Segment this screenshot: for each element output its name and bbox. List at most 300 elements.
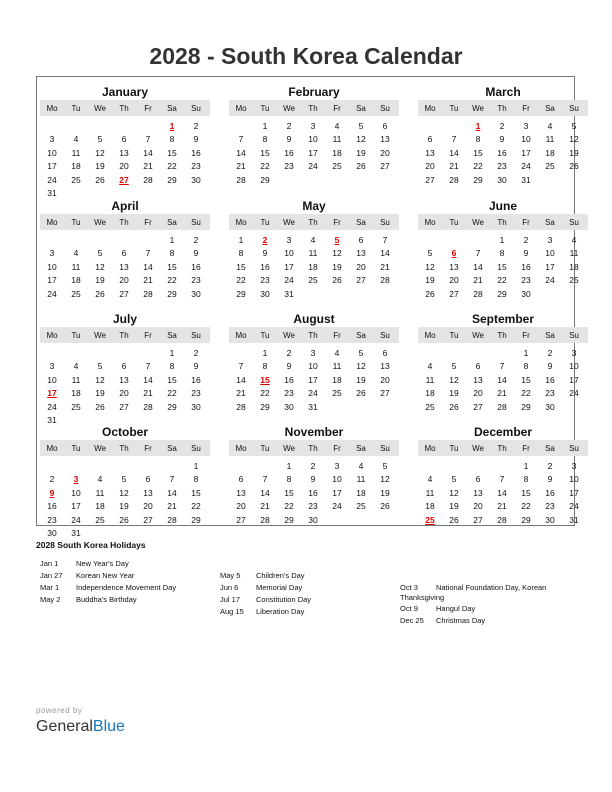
day-cell: 10 (47, 147, 57, 158)
day-cell: 4 (97, 474, 103, 485)
weekday-label: Th (308, 218, 318, 227)
day-cell: 13 (119, 261, 129, 272)
day-cell: 9 (193, 134, 199, 145)
holiday-name: Buddha's Birthday (76, 595, 137, 604)
day-cell: 12 (95, 261, 105, 272)
holiday-day-cell: 5 (334, 235, 340, 245)
month-name: May (302, 199, 326, 213)
day-cell: 1 (262, 121, 268, 131)
day-cell: 29 (497, 288, 507, 299)
day-cell: 8 (169, 361, 175, 372)
calendar-grid (36, 76, 579, 538)
weekday-label: Fr (144, 444, 152, 453)
weekday-label: We (94, 104, 106, 113)
day-cell: 28 (473, 288, 483, 299)
day-cell: 27 (380, 161, 390, 172)
day-cell: 4 (73, 134, 79, 145)
day-cell: 4 (571, 235, 577, 245)
weekday-label: Su (191, 444, 201, 453)
weekday-label: Su (191, 218, 201, 227)
day-cell: 15 (473, 147, 483, 158)
day-cell: 27 (119, 401, 129, 412)
weekday-label: We (283, 104, 295, 113)
day-cell: 21 (236, 388, 246, 399)
weekday-header (418, 214, 588, 230)
day-cell: 23 (191, 388, 201, 399)
day-cell: 1 (262, 348, 268, 358)
day-cell: 23 (191, 275, 201, 286)
weekday-label: Su (191, 331, 201, 340)
day-cell: 27 (473, 514, 483, 525)
day-cell: 1 (499, 235, 505, 245)
day-cell: 16 (284, 374, 294, 385)
day-cell: 7 (145, 134, 151, 145)
day-cell: 15 (236, 261, 246, 272)
day-cell: 30 (521, 288, 531, 299)
day-cell: 29 (167, 288, 177, 299)
day-cell: 10 (284, 248, 294, 259)
day-cell: 28 (143, 401, 153, 412)
day-cell: 16 (260, 261, 270, 272)
day-cell: 26 (332, 275, 342, 286)
day-cell: 29 (260, 174, 270, 185)
day-cell: 23 (521, 275, 531, 286)
day-cell: 12 (425, 261, 435, 272)
weekday-label: Su (380, 218, 390, 227)
weekday-label: Sa (167, 331, 177, 340)
day-cell: 6 (358, 235, 364, 245)
day-cell: 6 (121, 248, 127, 259)
day-cell: 27 (449, 288, 459, 299)
day-cell: 15 (497, 261, 507, 272)
month-august (229, 306, 399, 416)
day-cell: 5 (97, 248, 103, 259)
day-cell: 31 (569, 514, 579, 525)
day-cell: 24 (47, 401, 57, 412)
day-cell: 5 (571, 121, 577, 131)
holiday-day-cell: 1 (169, 121, 175, 131)
day-cell: 5 (358, 348, 364, 358)
day-cell: 19 (95, 161, 105, 172)
day-cell: 3 (49, 248, 55, 259)
holiday-name: Liberation Day (256, 607, 305, 616)
day-cell: 16 (191, 261, 201, 272)
day-cell: 20 (380, 147, 390, 158)
day-cell: 9 (523, 248, 529, 259)
day-cell: 22 (167, 275, 177, 286)
weekday-label: Sa (356, 331, 366, 340)
day-cell: 29 (284, 514, 294, 525)
day-cell: 17 (332, 487, 342, 498)
weekday-label: We (283, 331, 295, 340)
day-cell: 5 (97, 134, 103, 145)
day-cell: 22 (521, 501, 531, 512)
day-cell: 13 (356, 248, 366, 259)
day-cell: 22 (260, 161, 270, 172)
day-cell: 19 (449, 388, 459, 399)
day-cell: 25 (332, 161, 342, 172)
day-cell: 26 (95, 288, 105, 299)
day-cell: 22 (260, 388, 270, 399)
powered-by-text: powered by (36, 706, 83, 715)
day-cell: 30 (191, 401, 201, 412)
weekday-label: Th (308, 331, 318, 340)
holiday-date: Jun 6 (220, 583, 239, 592)
weekday-label: Mo (235, 218, 247, 227)
day-cell: 24 (308, 161, 318, 172)
day-cell: 12 (356, 361, 366, 372)
day-cell: 16 (545, 487, 555, 498)
day-cell: 8 (499, 248, 505, 259)
day-cell: 11 (308, 248, 318, 259)
month-name: October (101, 425, 148, 439)
weekday-label: Th (497, 444, 507, 453)
day-cell: 13 (425, 147, 435, 158)
day-cell: 5 (97, 361, 103, 372)
day-cell: 30 (308, 514, 318, 525)
day-cell: 28 (449, 174, 459, 185)
day-cell: 28 (380, 275, 390, 286)
month-november (229, 419, 399, 529)
day-cell: 8 (262, 134, 268, 145)
day-cell: 7 (238, 134, 244, 145)
day-cell: 7 (451, 134, 457, 145)
holiday-day-cell: 25 (425, 514, 435, 525)
day-cell: 22 (236, 275, 246, 286)
day-cell: 12 (449, 487, 459, 498)
day-cell: 3 (523, 121, 529, 131)
day-cell: 30 (545, 401, 555, 412)
day-cell: 14 (236, 147, 246, 158)
weekday-label: Mo (46, 218, 58, 227)
day-cell: 20 (473, 501, 483, 512)
month-name: January (101, 85, 149, 99)
day-cell: 7 (262, 474, 268, 485)
weekday-label: Mo (46, 104, 58, 113)
day-cell: 16 (284, 147, 294, 158)
weekday-label: Sa (545, 218, 555, 227)
day-cell: 3 (571, 348, 577, 358)
weekday-label: Mo (424, 331, 436, 340)
day-cell: 4 (427, 474, 433, 485)
day-cell: 17 (284, 261, 294, 272)
month-name: June (488, 199, 517, 213)
day-cell: 14 (473, 261, 483, 272)
day-cell: 8 (169, 134, 175, 145)
day-cell: 7 (169, 474, 175, 485)
day-cell: 23 (497, 161, 507, 172)
day-cell: 27 (236, 514, 246, 525)
day-cell: 25 (71, 401, 81, 412)
day-cell: 7 (238, 361, 244, 372)
day-cell: 3 (334, 461, 340, 471)
day-cell: 18 (356, 487, 366, 498)
day-cell: 5 (427, 248, 433, 259)
day-cell: 20 (119, 275, 129, 286)
day-cell: 13 (119, 374, 129, 385)
day-cell: 26 (356, 388, 366, 399)
day-cell: 22 (473, 161, 483, 172)
weekday-label: We (472, 444, 484, 453)
day-cell: 8 (169, 248, 175, 259)
weekday-label: Sa (167, 218, 177, 227)
holiday-day-cell: 15 (260, 374, 270, 385)
day-cell: 12 (380, 474, 390, 485)
holiday-name: National Foundation Day, Korean (436, 583, 547, 592)
day-cell: 6 (121, 134, 127, 145)
day-cell: 10 (47, 261, 57, 272)
day-cell: 24 (569, 388, 579, 399)
day-cell: 18 (308, 261, 318, 272)
holiday-day-cell: 6 (451, 248, 457, 259)
holiday-date: May 2 (40, 595, 61, 604)
weekday-header (229, 327, 399, 343)
weekday-label: We (283, 218, 295, 227)
day-cell: 30 (545, 514, 555, 525)
day-cell: 22 (167, 161, 177, 172)
holiday-name-continued: Thanksgiving (400, 593, 445, 602)
day-cell: 25 (95, 514, 105, 525)
month-september (418, 306, 588, 416)
day-cell: 28 (260, 514, 270, 525)
day-cell: 3 (49, 134, 55, 145)
day-cell: 10 (332, 474, 342, 485)
holiday-name: Constitution Day (256, 595, 312, 604)
day-cell: 11 (356, 474, 366, 485)
month-name: December (473, 425, 533, 439)
day-cell: 20 (119, 161, 129, 172)
holiday-date: May 5 (220, 571, 241, 580)
weekday-label: Mo (46, 331, 58, 340)
weekday-label: Fr (144, 104, 152, 113)
brand-blue: Blue (92, 718, 125, 735)
day-cell: 31 (284, 288, 294, 299)
day-cell: 26 (380, 501, 390, 512)
day-cell: 29 (167, 174, 177, 185)
weekday-label: We (283, 444, 295, 453)
day-cell: 23 (284, 388, 294, 399)
holiday-day-cell: 1 (475, 121, 481, 131)
day-cell: 1 (238, 235, 244, 245)
day-cell: 30 (497, 174, 507, 185)
day-cell: 13 (143, 487, 153, 498)
day-cell: 12 (449, 374, 459, 385)
month-name: February (288, 85, 340, 99)
day-cell: 8 (475, 134, 481, 145)
day-cell: 8 (523, 474, 529, 485)
weekday-label: We (472, 218, 484, 227)
day-cell: 25 (332, 388, 342, 399)
day-cell: 21 (497, 388, 507, 399)
day-cell: 26 (569, 161, 579, 172)
weekday-label: Sa (356, 444, 366, 453)
weekday-label: Fr (333, 331, 341, 340)
day-cell: 9 (193, 248, 199, 259)
day-cell: 23 (47, 514, 57, 525)
holiday-day-cell: 9 (49, 487, 55, 498)
day-cell: 18 (332, 374, 342, 385)
day-cell: 27 (356, 275, 366, 286)
day-cell: 14 (167, 487, 177, 498)
day-cell: 20 (356, 261, 366, 272)
day-cell: 15 (167, 147, 177, 158)
day-cell: 10 (308, 361, 318, 372)
day-cell: 13 (449, 261, 459, 272)
day-cell: 23 (545, 501, 555, 512)
day-cell: 24 (71, 514, 81, 525)
day-cell: 14 (143, 261, 153, 272)
month-name: April (111, 199, 139, 213)
brand-general: General (36, 718, 93, 735)
day-cell: 27 (380, 388, 390, 399)
day-cell: 30 (260, 288, 270, 299)
day-cell: 25 (71, 174, 81, 185)
holiday-day-cell: 17 (47, 388, 57, 399)
generalblue-logo[interactable] (36, 718, 125, 736)
day-cell: 24 (47, 288, 57, 299)
weekday-label: Su (569, 104, 579, 113)
weekday-label: Mo (424, 444, 436, 453)
day-cell: 8 (523, 361, 529, 372)
day-cell: 12 (569, 134, 579, 145)
holiday-date: Jan 1 (40, 559, 59, 568)
day-cell: 3 (571, 461, 577, 471)
weekday-label: Tu (260, 331, 270, 340)
day-cell: 28 (236, 401, 246, 412)
day-cell: 22 (284, 501, 294, 512)
holiday-name: Children's Day (256, 571, 305, 580)
day-cell: 1 (523, 348, 529, 358)
day-cell: 22 (167, 388, 177, 399)
day-cell: 17 (71, 501, 81, 512)
weekday-label: Mo (424, 218, 436, 227)
day-cell: 2 (547, 461, 553, 471)
day-cell: 1 (193, 461, 199, 471)
day-cell: 16 (47, 501, 57, 512)
day-cell: 9 (499, 134, 505, 145)
holiday-date: Aug 15 (220, 607, 244, 616)
weekday-label: Th (119, 104, 129, 113)
month-june (418, 193, 588, 303)
day-cell: 18 (71, 161, 81, 172)
day-cell: 22 (521, 388, 531, 399)
day-cell: 4 (427, 361, 433, 372)
day-cell: 21 (260, 501, 270, 512)
day-cell: 24 (545, 275, 555, 286)
month-name: July (112, 312, 137, 326)
day-cell: 2 (286, 348, 292, 358)
day-cell: 16 (191, 147, 201, 158)
day-cell: 27 (143, 514, 153, 525)
day-cell: 20 (449, 275, 459, 286)
day-cell: 8 (262, 361, 268, 372)
day-cell: 12 (332, 248, 342, 259)
holiday-name: Christmas Day (436, 616, 486, 625)
day-cell: 6 (382, 121, 388, 131)
weekday-label: Tu (71, 218, 81, 227)
holiday-day-cell: 3 (73, 474, 79, 485)
holiday-day-cell: 2 (262, 235, 268, 245)
day-cell: 15 (284, 487, 294, 498)
day-cell: 29 (236, 288, 246, 299)
day-cell: 20 (380, 374, 390, 385)
day-cell: 2 (49, 474, 55, 485)
day-cell: 31 (308, 401, 318, 412)
day-cell: 19 (119, 501, 129, 512)
weekday-label: Th (119, 444, 129, 453)
holiday-name: Independence Movement Day (76, 583, 177, 592)
day-cell: 16 (521, 261, 531, 272)
day-cell: 22 (497, 275, 507, 286)
day-cell: 14 (236, 374, 246, 385)
day-cell: 4 (73, 361, 79, 372)
day-cell: 16 (545, 374, 555, 385)
day-cell: 25 (569, 275, 579, 286)
day-cell: 23 (545, 388, 555, 399)
day-cell: 19 (95, 275, 105, 286)
weekday-label: Mo (424, 104, 436, 113)
day-cell: 18 (71, 388, 81, 399)
day-cell: 6 (475, 361, 481, 372)
holiday-row (400, 603, 476, 615)
day-cell: 28 (167, 514, 177, 525)
day-cell: 11 (71, 261, 81, 272)
day-cell: 3 (310, 348, 316, 358)
month-july (40, 306, 210, 425)
day-cell: 30 (47, 528, 57, 538)
day-cell: 24 (47, 174, 57, 185)
day-cell: 21 (143, 161, 153, 172)
day-cell: 8 (238, 248, 244, 259)
day-cell: 21 (167, 501, 177, 512)
weekday-label: Su (380, 444, 390, 453)
day-cell: 28 (497, 514, 507, 525)
day-cell: 7 (475, 248, 481, 259)
holiday-date: Jul 17 (220, 595, 241, 604)
day-cell: 14 (497, 487, 507, 498)
day-cell: 20 (473, 388, 483, 399)
holidays-title: 2028 South Korea Holidays (36, 540, 146, 550)
day-cell: 18 (569, 261, 579, 272)
day-cell: 13 (380, 361, 390, 372)
weekday-label: Tu (449, 331, 459, 340)
day-cell: 29 (473, 174, 483, 185)
weekday-label: Th (497, 331, 507, 340)
day-cell: 4 (73, 248, 79, 259)
day-cell: 10 (545, 248, 555, 259)
weekday-header (229, 214, 399, 230)
day-cell: 3 (310, 121, 316, 131)
day-cell: 23 (308, 501, 318, 512)
day-cell: 12 (95, 147, 105, 158)
holiday-name: New Year's Day (76, 559, 129, 568)
day-cell: 13 (119, 147, 129, 158)
day-cell: 5 (451, 474, 457, 485)
day-cell: 10 (569, 474, 579, 485)
day-cell: 28 (143, 174, 153, 185)
month-name: September (471, 312, 535, 326)
day-cell: 22 (191, 501, 201, 512)
day-cell: 1 (169, 348, 175, 358)
day-cell: 2 (547, 348, 553, 358)
weekday-label: Th (119, 218, 129, 227)
day-cell: 20 (425, 161, 435, 172)
day-cell: 24 (569, 501, 579, 512)
holiday-date: Jan 27 (40, 571, 63, 580)
day-cell: 11 (71, 374, 81, 385)
day-cell: 11 (569, 248, 579, 259)
weekday-label: We (472, 331, 484, 340)
